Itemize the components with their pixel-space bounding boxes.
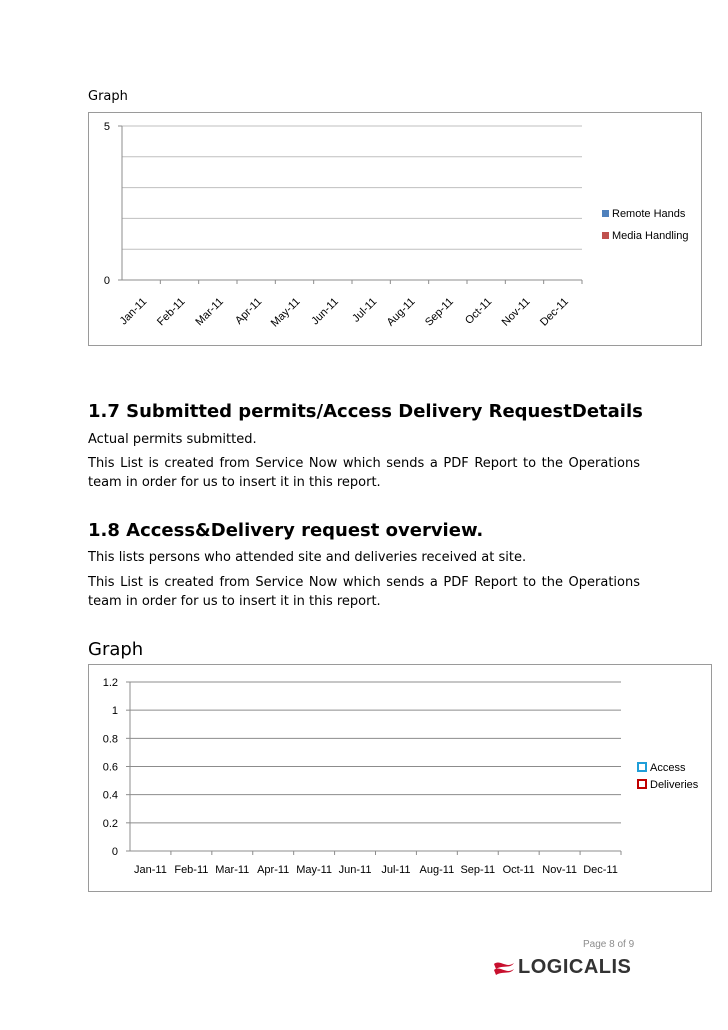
x-tick-label: Apr-11 bbox=[233, 295, 265, 327]
section-17-title: 1.7 Submitted permits/Access Delivery RequestDetails bbox=[88, 401, 643, 422]
y-tick-label: 0 bbox=[111, 846, 118, 858]
x-tick-label: Aug-11 bbox=[384, 295, 418, 329]
legend-swatch bbox=[638, 780, 646, 788]
y-tick-label: 0.2 bbox=[102, 817, 118, 830]
x-tick-label: Sep-11 bbox=[422, 295, 456, 329]
x-tick-label: May-11 bbox=[268, 295, 303, 330]
section-18-title: 1.8 Access&Delivery request overview. bbox=[88, 520, 484, 541]
x-tick-label: Jul-11 bbox=[381, 864, 411, 876]
chart2-svg bbox=[89, 665, 711, 891]
x-tick-label: Jan-11 bbox=[134, 864, 167, 876]
x-tick-label: Dec-11 bbox=[583, 864, 618, 876]
x-tick-label: Feb-11 bbox=[174, 864, 209, 876]
x-tick-label: Jan-11 bbox=[117, 295, 150, 328]
section-17-line2: This List is created from Service Now which sends a PDF Report to the Operations team in order for us to insert it in this report. bbox=[88, 456, 640, 490]
legend-swatch bbox=[638, 763, 646, 771]
chart2-frame bbox=[88, 664, 712, 892]
section-17-line1: Actual permits submitted. bbox=[88, 432, 257, 447]
chart1-frame bbox=[88, 112, 702, 346]
section-18-line2: This List is created from Service Now which sends a PDF Report to the Operations team in order for us to insert it in this report. bbox=[88, 575, 640, 609]
x-tick-label: Nov-11 bbox=[542, 864, 577, 876]
logicalis-logo bbox=[492, 955, 642, 979]
legend-label: Media Handling bbox=[612, 230, 689, 242]
x-tick-label: Nov-11 bbox=[499, 295, 533, 329]
x-tick-label: Oct-11 bbox=[502, 864, 535, 876]
logo-text: LOGICALIS bbox=[518, 956, 632, 978]
x-tick-label: Jul-11 bbox=[350, 295, 380, 325]
x-tick-label: Oct-11 bbox=[463, 295, 495, 327]
x-tick-label: Dec-11 bbox=[537, 295, 571, 329]
y-tick-label: 0.4 bbox=[102, 789, 118, 802]
y-tick-label: 5 bbox=[103, 121, 110, 133]
y-tick-label: 0 bbox=[103, 275, 110, 287]
chart2-heading: Graph bbox=[88, 639, 144, 660]
chart1-svg bbox=[89, 113, 701, 345]
legend-swatch bbox=[602, 232, 609, 239]
legend-label: Remote Hands bbox=[612, 208, 686, 220]
legend-label: Access bbox=[650, 762, 686, 774]
y-tick-label: 1.2 bbox=[102, 677, 118, 689]
y-tick-label: 1 bbox=[111, 705, 118, 718]
x-tick-label: Mar-11 bbox=[215, 864, 250, 876]
y-tick-label: 0.6 bbox=[102, 761, 118, 774]
legend-label: Deliveries bbox=[650, 779, 699, 791]
x-tick-label: Sep-11 bbox=[460, 864, 496, 876]
x-tick-label: Jun-11 bbox=[309, 295, 341, 328]
x-tick-label: Mar-11 bbox=[193, 295, 226, 329]
section-18-line1: This lists persons who attended site and deliveries received at site. bbox=[88, 550, 527, 565]
x-tick-label: May-11 bbox=[296, 864, 333, 876]
page-number: Page 8 of 9 bbox=[583, 939, 635, 950]
chart1-heading: Graph bbox=[88, 89, 128, 104]
x-tick-label: Apr-11 bbox=[257, 864, 290, 876]
legend-swatch bbox=[602, 210, 609, 217]
x-tick-label: Feb-11 bbox=[155, 295, 188, 329]
x-tick-label: Aug-11 bbox=[419, 864, 455, 876]
y-tick-label: 0.8 bbox=[102, 733, 118, 746]
x-tick-label: Jun-11 bbox=[338, 864, 372, 876]
